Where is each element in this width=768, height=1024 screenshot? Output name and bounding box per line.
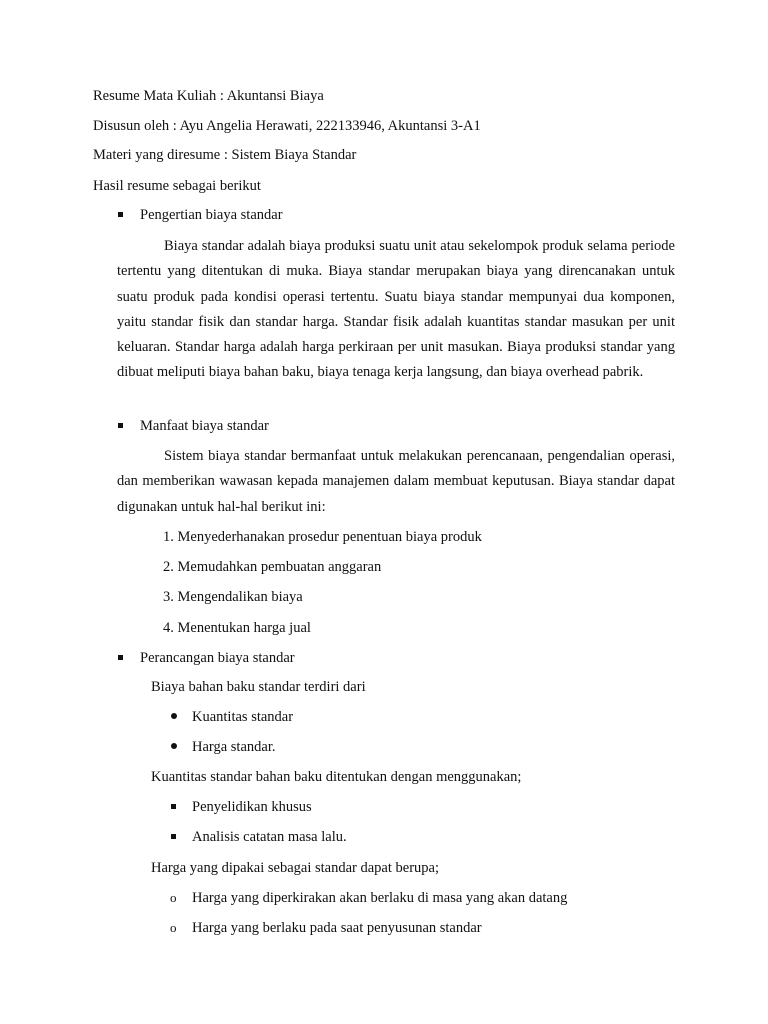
list-item: 2. Memudahkan pembuatan anggaran bbox=[163, 559, 382, 575]
list-item: Analisis catatan masa lalu. bbox=[192, 829, 347, 845]
list-item: Harga standar. bbox=[192, 739, 276, 755]
circle-bullet-icon: o bbox=[170, 920, 177, 935]
square-bullet-icon bbox=[118, 212, 123, 217]
author-line: Disusun oleh : Ayu Angelia Herawati, 222133946, Akuntansi 3-A1 bbox=[93, 118, 481, 134]
dot-bullet-icon bbox=[171, 713, 177, 719]
list-item: Kuantitas standar bbox=[192, 709, 294, 725]
circle-bullet-icon: o bbox=[170, 890, 177, 905]
square-bullet-icon bbox=[171, 834, 176, 839]
list-item: 1. Menyederhanakan prosedur penentuan biaya produk bbox=[163, 529, 482, 545]
square-bullet-icon bbox=[118, 423, 123, 428]
dot-bullet-icon bbox=[171, 743, 177, 749]
list-item: Harga yang berlaku pada saat penyusunan standar bbox=[192, 920, 482, 936]
list-item: 4. Menentukan harga jual bbox=[163, 620, 311, 636]
section-heading-pengertian: Pengertian biaya standar bbox=[140, 207, 283, 223]
square-bullet-icon bbox=[171, 804, 176, 809]
square-bullet-icon bbox=[118, 655, 123, 660]
intro-text: Hasil resume sebagai berikut bbox=[93, 178, 261, 194]
document-title: Resume Mata Kuliah : Akuntansi Biaya bbox=[93, 88, 324, 104]
list-item: Harga yang diperkirakan akan berlaku di masa yang akan datang bbox=[192, 890, 568, 906]
section-heading-manfaat: Manfaat biaya standar bbox=[140, 418, 269, 434]
paragraph-manfaat-text: Sistem biaya standar bermanfaat untuk melakukan perencanaan, pengendalian operasi, dan memberikan wawasan kepada manajemen dalam membuat keputusan. Biaya standar dapat digunakan untuk hal-hal berikut ini: bbox=[117, 448, 675, 515]
paragraph-pengertian-text: Biaya standar adalah biaya produksi suatu unit atau sekelompok produk selama periode tertentu yang ditentukan di muka. Biaya standar merupakan biaya yang direncanakan untuk suatu produk pada kondisi operasi tertentu. Suatu biaya standar mempunyai dua komponen, yaitu standar fisik dan standar harga. Standar fisik adalah kuantitas standar masukan per unit keluaran. Standar harga adalah harga perkiraan per unit masukan. Biaya produksi standar yang dibuat meliputi biaya bahan baku, biaya tenaga kerja langsung, dan biaya overhead pabrik. bbox=[117, 238, 675, 381]
sub-lead-kuantitas: Kuantitas standar bahan baku ditentukan dengan menggunakan; bbox=[151, 769, 522, 785]
topic-line: Materi yang diresume : Sistem Biaya Standar bbox=[93, 147, 357, 163]
list-item: 3. Mengendalikan biaya bbox=[163, 589, 303, 605]
section-heading-perancangan: Perancangan biaya standar bbox=[140, 650, 295, 666]
list-item: Penyelidikan khusus bbox=[192, 799, 312, 815]
paragraph-pengertian bbox=[117, 234, 675, 386]
sub-lead-harga: Harga yang dipakai sebagai standar dapat berupa; bbox=[151, 860, 440, 876]
sub-lead-bahan-baku: Biaya bahan baku standar terdiri dari bbox=[151, 679, 366, 695]
paragraph-manfaat bbox=[117, 444, 675, 520]
